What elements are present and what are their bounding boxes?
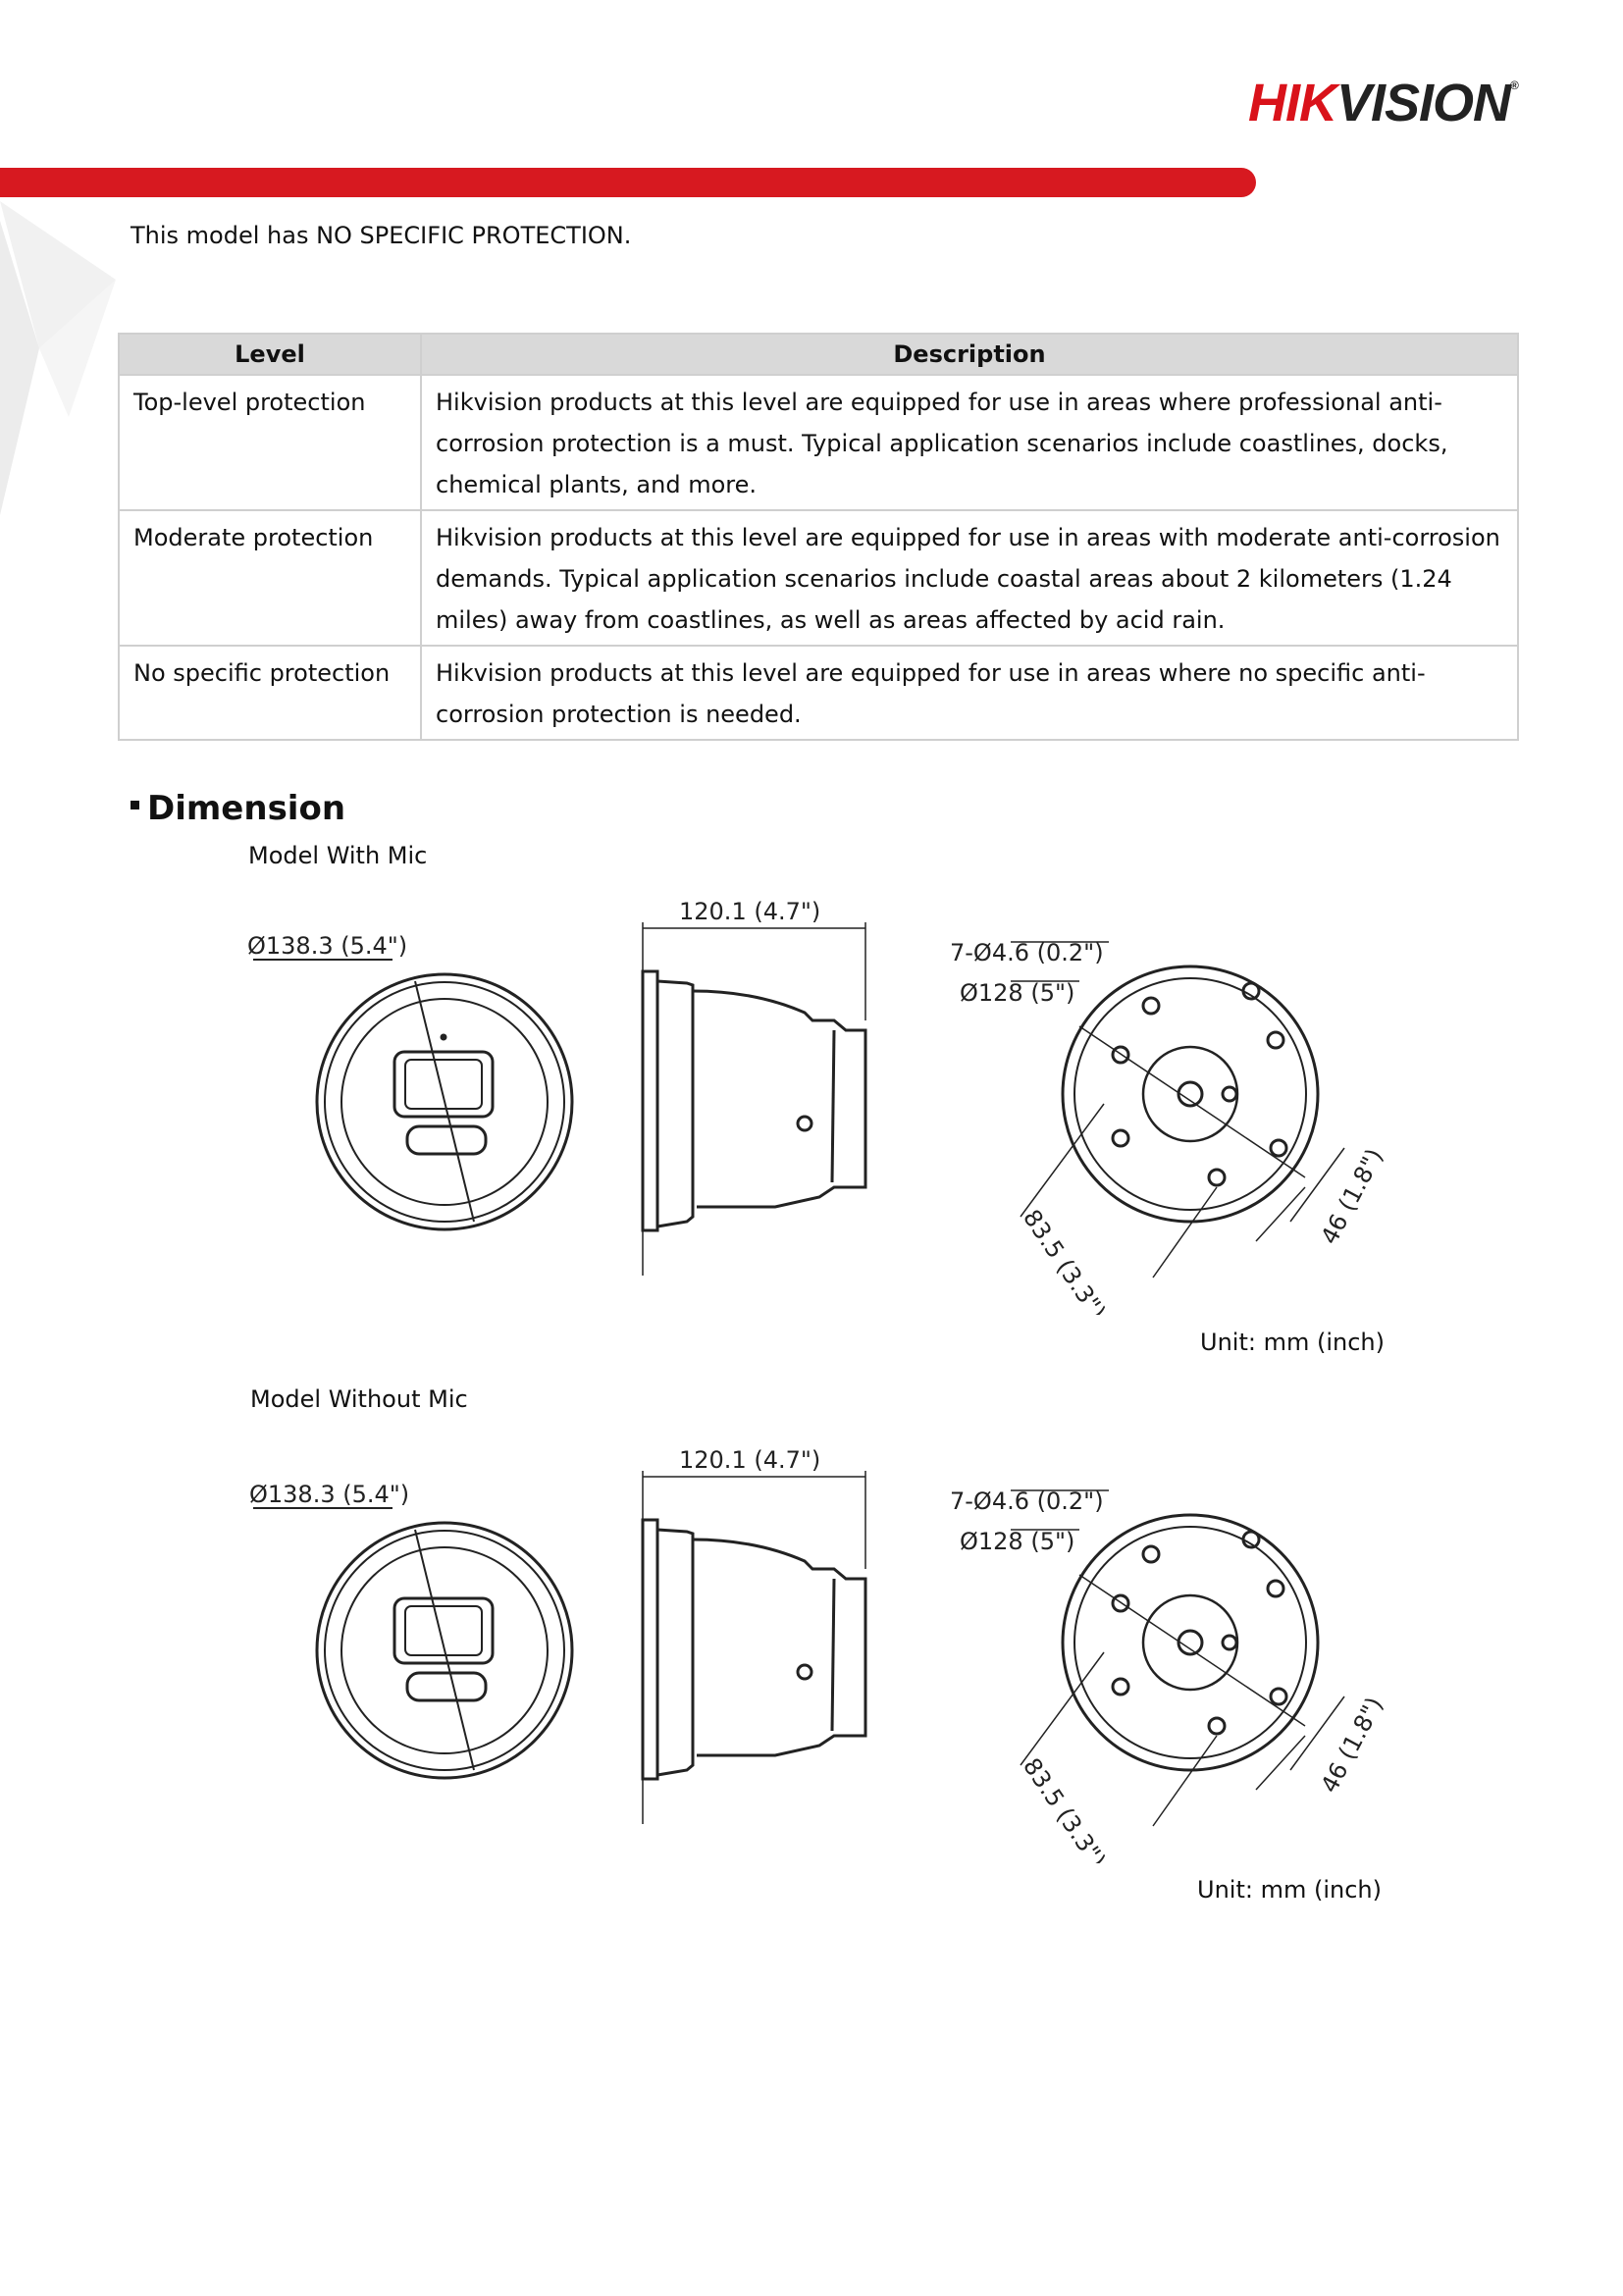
camera-drawing xyxy=(226,883,1403,1315)
bullet-icon xyxy=(131,801,139,809)
header-description: Description xyxy=(421,334,1518,375)
model-without-mic-label: Model Without Mic xyxy=(250,1385,468,1413)
front-view xyxy=(253,960,572,1229)
dimension-drawing-without-mic xyxy=(226,1432,1403,1863)
table-row xyxy=(119,510,1518,646)
description-cell: Hikvision products at this level are equipped for use in areas where professional anti-corrosion protection is a must. Typical application scenarios include coastlines, docks, chemical plants, and more. xyxy=(421,375,1518,510)
dimension-drawing-with-mic xyxy=(226,883,1403,1315)
base-diameter-label: Ø128 (5") xyxy=(960,979,1075,1007)
front-diameter-label: Ø138.3 (5.4") xyxy=(249,1481,410,1508)
side-depth-label: 120.1 (4.7") xyxy=(679,1446,821,1474)
unit-label: Unit: mm (inch) xyxy=(1197,1876,1382,1904)
side-view xyxy=(643,1471,865,1824)
dim-b-label: 46 (1.8") xyxy=(1315,1143,1389,1249)
header-red-bar xyxy=(0,168,1256,197)
side-view xyxy=(643,922,865,1276)
holes-label: 7-Ø4.6 (0.2") xyxy=(950,939,1104,966)
level-cell: Moderate protection xyxy=(119,510,421,646)
base-diameter-label: Ø128 (5") xyxy=(960,1528,1075,1555)
header-level: Level xyxy=(119,334,421,375)
hikvision-logo: HIKVISION® xyxy=(1248,74,1518,132)
table-header-row xyxy=(119,334,1518,375)
side-depth-label: 120.1 (4.7") xyxy=(679,898,821,925)
table-row xyxy=(119,375,1518,510)
level-cell: Top-level protection xyxy=(119,375,421,510)
description-cell: Hikvision products at this level are equipped for use in areas where no specific anti-corrosion protection is needed. xyxy=(421,646,1518,740)
protection-table xyxy=(118,333,1519,741)
description-cell: Hikvision products at this level are equipped for use in areas with moderate anti-corrosion demands. Typical application scenarios include coastal areas about 2 kilometers (1.24 miles) away from coastlines, as well as areas affected by acid rain. xyxy=(421,510,1518,646)
dimension-heading: Dimension xyxy=(131,789,345,828)
watermark-graphic xyxy=(0,201,128,525)
holes-label: 7-Ø4.6 (0.2") xyxy=(950,1487,1104,1515)
dim-b-label: 46 (1.8") xyxy=(1315,1692,1389,1798)
front-view xyxy=(253,1508,572,1778)
model-with-mic-label: Model With Mic xyxy=(248,842,428,869)
protection-intro: This model has NO SPECIFIC PROTECTION. xyxy=(131,222,632,249)
front-diameter-label: Ø138.3 (5.4") xyxy=(247,932,408,960)
level-cell: No specific protection xyxy=(119,646,421,740)
camera-drawing xyxy=(226,1432,1403,1863)
dim-a-label: 83.5 (3.3") xyxy=(1018,1204,1112,1315)
dim-a-label: 83.5 (3.3") xyxy=(1018,1752,1112,1863)
table-row xyxy=(119,646,1518,740)
unit-label: Unit: mm (inch) xyxy=(1200,1329,1385,1356)
